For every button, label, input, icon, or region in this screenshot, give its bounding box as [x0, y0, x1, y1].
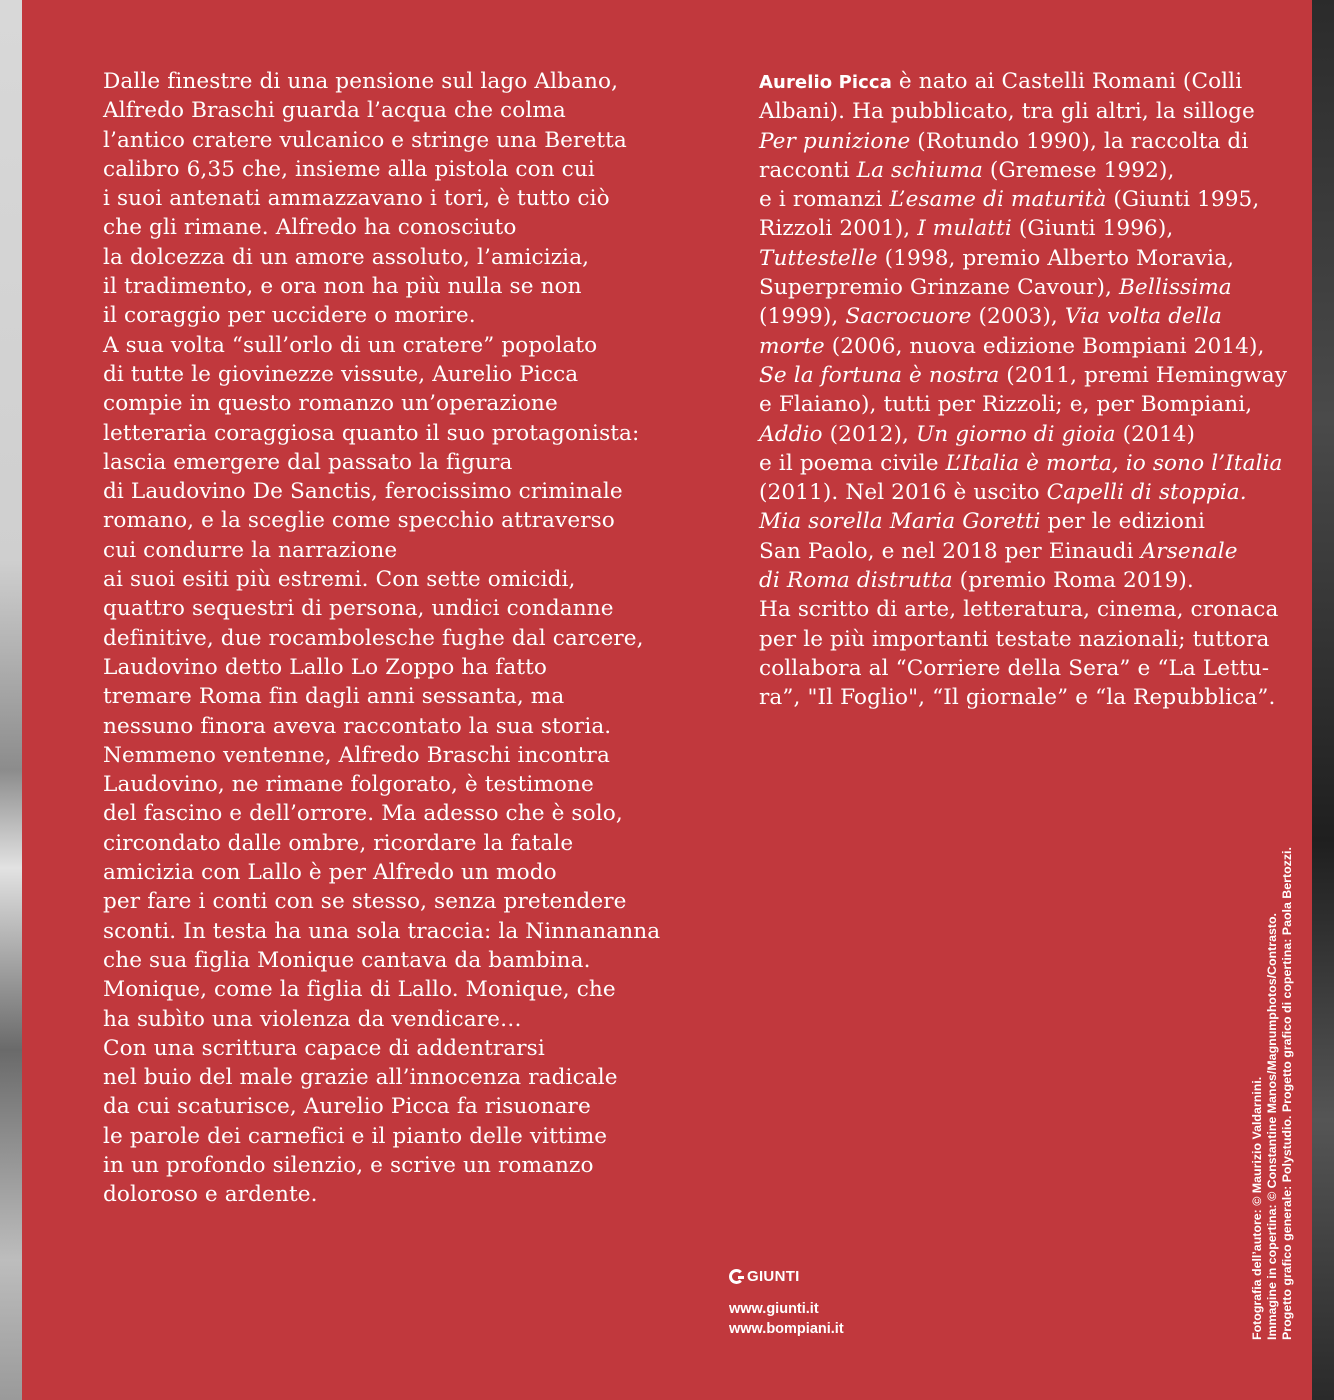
blurb-column — [103, 67, 661, 1210]
bio-line: racconti La schiuma (Gremese 1992), — [759, 157, 1175, 183]
giunti-logo — [729, 1268, 844, 1285]
blurb-line: circondato dalle ombre, ricordare la fatale — [103, 830, 574, 856]
bio-line: morte (2006, nuova edizione Bompiani 2014), — [759, 333, 1265, 359]
blurb-line: definitive, due rocambolesche fughe dal carcere, — [103, 625, 644, 651]
bio-line: Ha scritto di arte, letteratura, cinema, cronaca — [759, 597, 1279, 623]
blurb-line: del fascino e dell’orrore. Ma adesso che è solo, — [103, 801, 623, 827]
credit-line-design: Progetto grafico generale: Polystudio. Progetto grafico di copertina: Paola Bertozzi. — [1280, 847, 1294, 1340]
blurb-line: Nemmeno ventenne, Alfredo Braschi incontra — [103, 742, 610, 768]
bio-line: Aurelio Picca è nato ai Castelli Romani (Colli — [759, 69, 1243, 94]
bio-line: Se la fortuna è nostra (2011, premi Hemingway — [759, 362, 1288, 388]
blurb-line: l’antico cratere vulcanico e stringe una Beretta — [103, 127, 627, 153]
blurb-line: compie in questo romanzo un’operazione — [103, 391, 558, 417]
blurb-line: Laudovino detto Lallo Lo Zoppo ha fatto — [103, 654, 548, 680]
bio-line: collabora al “Corriere della Sera” e “La Lettu- — [759, 655, 1270, 681]
blurb-line: le parole dei carnefici e il pianto delle vittime — [103, 1123, 608, 1149]
blurb-line: in un profondo silenzio, e scrive un romanzo — [103, 1152, 594, 1178]
bio-line: e il poema civile L’Italia è morta, io sono l’Italia — [759, 450, 1283, 476]
credit-line-author-photo: Fotografia dell’autore: © Maurizio Valdarnini. — [1250, 1076, 1264, 1340]
blurb-line: di Laudovino De Sanctis, ferocissimo criminale — [103, 479, 623, 505]
blurb-line: sconti. In testa ha una sola traccia: la Ninnananna — [103, 918, 661, 944]
bio-line: e Flaiano), tutti per Rizzoli; e, per Bompiani, — [759, 392, 1253, 418]
cover-photo-edge-right — [1312, 0, 1334, 1400]
bio-line: Superpremio Grinzane Cavour), Bellissima — [759, 275, 1232, 301]
blurb-line: amicizia con Lallo è per Alfredo un modo — [103, 860, 557, 886]
bio-line: ra”, "Il Foglio", “Il giornale” e “la Repubblica”. — [759, 685, 1276, 711]
blurb-line: Dalle finestre di una pensione sul lago Albano, — [103, 69, 619, 94]
blurb-line: nessuno finora aveva raccontato la sua storia. — [103, 713, 612, 739]
blurb-line: che gli rimane. Alfredo ha conosciuto — [103, 215, 517, 241]
blurb-line: per fare i conti con se stesso, senza pretendere — [103, 889, 627, 915]
blurb-line: di tutte le giovinezze vissute, Aurelio Picca — [103, 361, 579, 387]
blurb-line: che sua figlia Monique cantava da bambina. — [103, 947, 591, 973]
bio-line: (2011). Nel 2016 è uscito Capelli di stoppia. — [759, 480, 1247, 506]
bio-line: Per punizione (Rotundo 1990), la raccolta di — [759, 128, 1249, 154]
blurb-line: Alfredo Braschi guarda l’acqua che colma — [103, 98, 566, 124]
bio-line: e i romanzi L’esame di maturità (Giunti 1995, — [759, 187, 1260, 213]
author-bio-column — [759, 67, 1288, 713]
credit-line-cover-image: Immagine in copertina: © Constantine Manos/Magnumphotos/Contrasto. — [1265, 913, 1279, 1340]
logo-text: GIUNTI — [747, 1268, 800, 1285]
blurb-line: ai suoi esiti più estremi. Con sette omicidi, — [103, 567, 576, 593]
blurb-line: letteraria coraggiosa quanto il suo protagonista: — [103, 420, 640, 446]
blurb-line: cui condurre la narrazione — [103, 537, 398, 563]
bio-line: Mia sorella Maria Goretti per le edizioni — [759, 509, 1205, 535]
blurb-line: romano, e la sceglie come specchio attraverso — [103, 508, 615, 534]
bio-line: di Roma distrutta (premio Roma 2019). — [759, 568, 1194, 594]
publisher-block — [729, 1268, 844, 1339]
bio-line: Albani). Ha pubblicato, tra gli altri, la silloge — [759, 99, 1255, 125]
bio-line: San Paolo, e nel 2018 per Einaudi Arsenale — [759, 538, 1238, 564]
blurb-line: doloroso e ardente. — [103, 1182, 318, 1208]
blurb-line: tremare Roma fin dagli anni sessanta, ma — [103, 684, 565, 710]
blurb-line: quattro sequestri di persona, undici condanne — [103, 596, 614, 622]
blurb-line: da cui scaturisce, Aurelio Picca fa risuonare — [103, 1094, 591, 1120]
blurb-line: ha subìto una violenza da vendicare… — [103, 1006, 522, 1032]
blurb-line: Laudovino, ne rimane folgorato, è testimone — [103, 772, 594, 798]
giunti-url: www.giunti.it — [729, 1301, 819, 1317]
bio-line: Addio (2012), Un giorno di gioia (2014) — [759, 421, 1196, 447]
blurb-line: il tradimento, e ora non ha più nulla se non — [103, 274, 582, 300]
blurb-line: il coraggio per uccidere o morire. — [103, 303, 476, 329]
bio-line: per le più importanti testate nazionali; tuttora — [759, 626, 1270, 652]
author-name: Aurelio Picca — [759, 72, 892, 93]
blurb-line: lascia emergere dal passato la figura — [103, 449, 513, 475]
bio-line: Rizzoli 2001), I mulatti (Giunti 1996), — [759, 216, 1174, 242]
blurb-line: Monique, come la figlia di Lallo. Monique, che — [103, 977, 616, 1003]
blurb-line: Con una scrittura capace di addentrarsi — [103, 1035, 545, 1061]
blurb-line: calibro 6,35 che, insieme alla pistola con cui — [103, 156, 595, 182]
bio-line: Tuttestelle (1998, premio Alberto Moravia, — [759, 245, 1235, 271]
cover-photo-edge-left — [0, 0, 22, 1400]
giunti-g-icon — [729, 1269, 744, 1284]
blurb-line: A sua volta “sull’orlo di un cratere” popolato — [103, 332, 598, 358]
blurb-line: i suoi antenati ammazzavano i tori, è tutto ciò — [103, 186, 610, 212]
blurb-line: nel buio del male grazie all’innocenza radicale — [103, 1065, 618, 1091]
bompiani-url: www.bompiani.it — [729, 1321, 844, 1337]
blurb-line: la dolcezza di un amore assoluto, l’amicizia, — [103, 244, 590, 270]
bio-line: (1999), Sacrocuore (2003), Via volta della — [759, 304, 1222, 330]
photo-credits — [1250, 847, 1295, 1340]
